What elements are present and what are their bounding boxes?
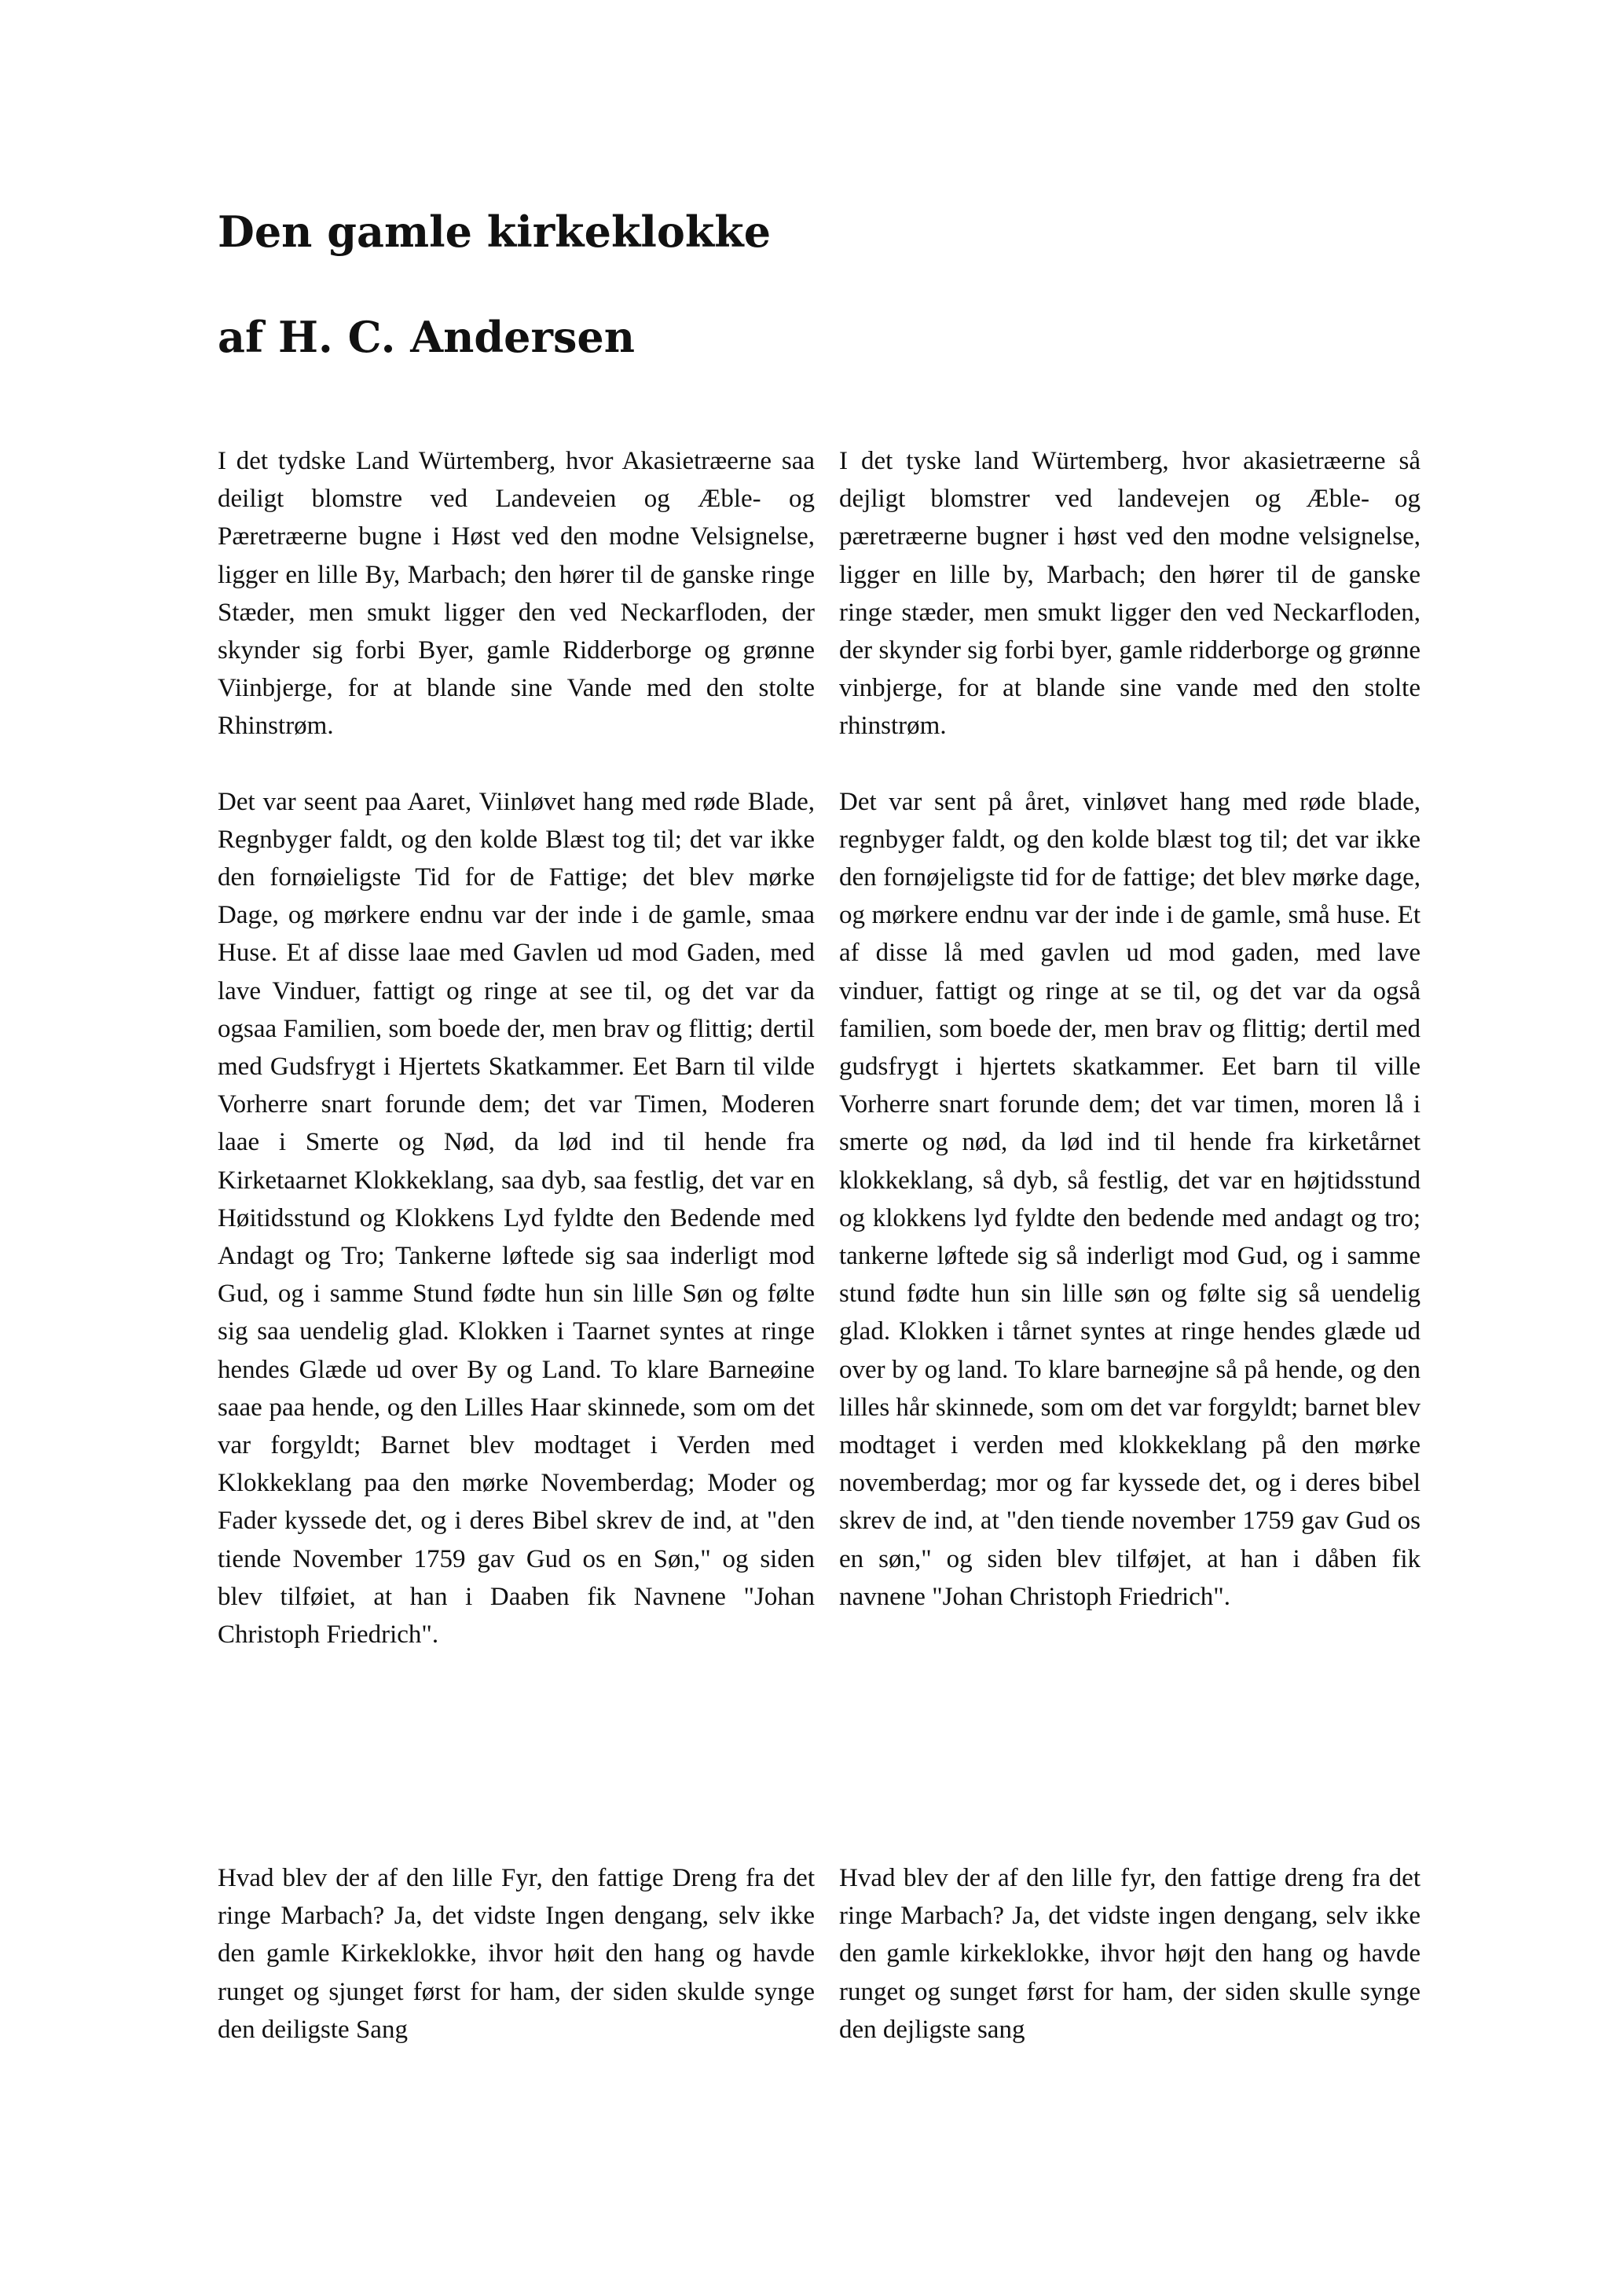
- original-text-column: [218, 442, 815, 2092]
- modern-paragraph-2: Det var sent på året, vinløvet hang med røde blade, regnbyger faldt, og den kolde blæst tog til; det var ikke den fornøjeligste tid for de fattige; det blev mørke dage, og mørkere endnu var der inde i de gamle, små huse. Et af disse lå med gavlen ud mod gaden, med lave vinduer, fattigt og ringe at se til, og det var da også familien, som boede der, men brav og flittig; dertil med gudsfrygt i hjertets skatkammer. Eet barn til ville Vorherre snart forunde dem; det var timen, moren lå i smerte og nød, da lød ind til hende fra kirketårnet klokkeklang, så dyb, så festlig, det var en højtidsstund og klokkens lyd fyldte den bedende med andagt og tro; tankerne løftede sig så inderligt mod Gud, og i samme stund fødte hun sin lille søn og følte sig så uendelig glad. Klokken i tårnet syntes at ringe hendes glæde ud over by og land. To klare barneøjne så på hende, og den lilles hår skinnede, som om det var forgyldt; barnet blev modtaget i verden med klokkeklang på den mørke novemberdag; mor og far kyssede det, og i deres bibel skrev de ind, at "den tiende november 1759 gav Gud os en søn," og siden blev tilføjet, at han i dåben fik navnene "Johan Christoph Friedrich".: [839, 787, 1421, 1611]
- author-heading: af H. C. Andersen: [218, 312, 636, 362]
- modern-paragraph-3: Hvad blev der af den lille fyr, den fattige dreng fra det ringe Marbach? Ja, det vidste ingen dengang, selv ikke den gamle kirkeklokke, ihvor højt den hang og havde runget og sunget først for ham, der siden skulle synge den dejligste sang: [839, 1864, 1421, 2044]
- original-paragraph-3: Hvad blev der af den lille Fyr, den fattige Dreng fra det ringe Marbach? Ja, det vidste Ingen dengang, selv ikke den gamle Kirkeklokke, ihvor høit den hang og havde runget og sjunget først for ham, der siden skulde synge den deiligste Sang: [218, 1864, 815, 2044]
- original-paragraph-2: Det var seent paa Aaret, Viinløvet hang med røde Blade, Regnbyger faldt, og den kolde Blæst tog til; det var ikke den fornøieligste Tid for de Fattige; det blev mørke Dage, og mørkere endnu var der inde i de gamle, smaa Huse. Et af disse laae med Gavlen ud mod Gaden, med lave Vinduer, fattigt og ringe at see til, og det var da ogsaa Familien, som boede der, men brav og flittig; dertil med Gudsfrygt i Hjertets Skatkammer. Eet Barn til vilde Vorherre snart forunde dem; det var Timen, Moderen laae i Smerte og Nød, da lød ind til hende fra Kirketaarnet Klokkeklang, saa dyb, saa festlig, det var en Høitidsstund og Klokkens Lyd fyldte den Bedende med Andagt og Tro; Tankerne løftede sig saa inderligt mod Gud, og i samme Stund fødte hun sin lille Søn og følte sig saa uendelig glad. Klokken i Taarnet syntes at ringe hendes Glæde ud over By og Land. To klare Barneøine saae paa hende, og den Lilles Haar skinnede, som om det var forgyldt; Barnet blev modtaget i Verden med Klokkeklang paa den mørke Novemberdag; Moder og Fader kyssede det, og i deres Bibel skrev de ind, at "den tiende November 1759 gav Gud os en Søn," og siden blev tilføiet, at han i Daaben fik Navnene "Johan Christoph Friedrich".: [218, 787, 815, 1650]
- page-title: Den gamle kirkeklokke: [218, 207, 772, 257]
- modern-paragraph-1: I det tyske land Würtemberg, hvor akasietræerne så dejligt blomstrer ved landevejen og Æble- og pæretræerne bugner i høst ved den modne velsignelse, ligger en lille by, Marbach; den hører til de ganske ringe stæder, men smukt ligger den ved Neckarfloden, der skynder sig forbi byer, gamle ridderborge og grønne vinbjerge, for at blande sine vande med den stolte rhinstrøm.: [839, 447, 1421, 741]
- original-paragraph-1: I det tydske Land Würtemberg, hvor Akasietræerne saa deiligt blomstre ved Landeveien og Æble- og Pæretræerne bugne i Høst ved den modne Velsignelse, ligger en lille By, Marbach; den hører til de ganske ringe Stæder, men smukt ligger den ved Neckarfloden, der skynder sig forbi Byer, gamle Ridderborge og grønne Viinbjerge, for at blande sine Vande med den stolte Rhinstrøm.: [218, 447, 815, 741]
- modern-text-column: [839, 442, 1421, 2092]
